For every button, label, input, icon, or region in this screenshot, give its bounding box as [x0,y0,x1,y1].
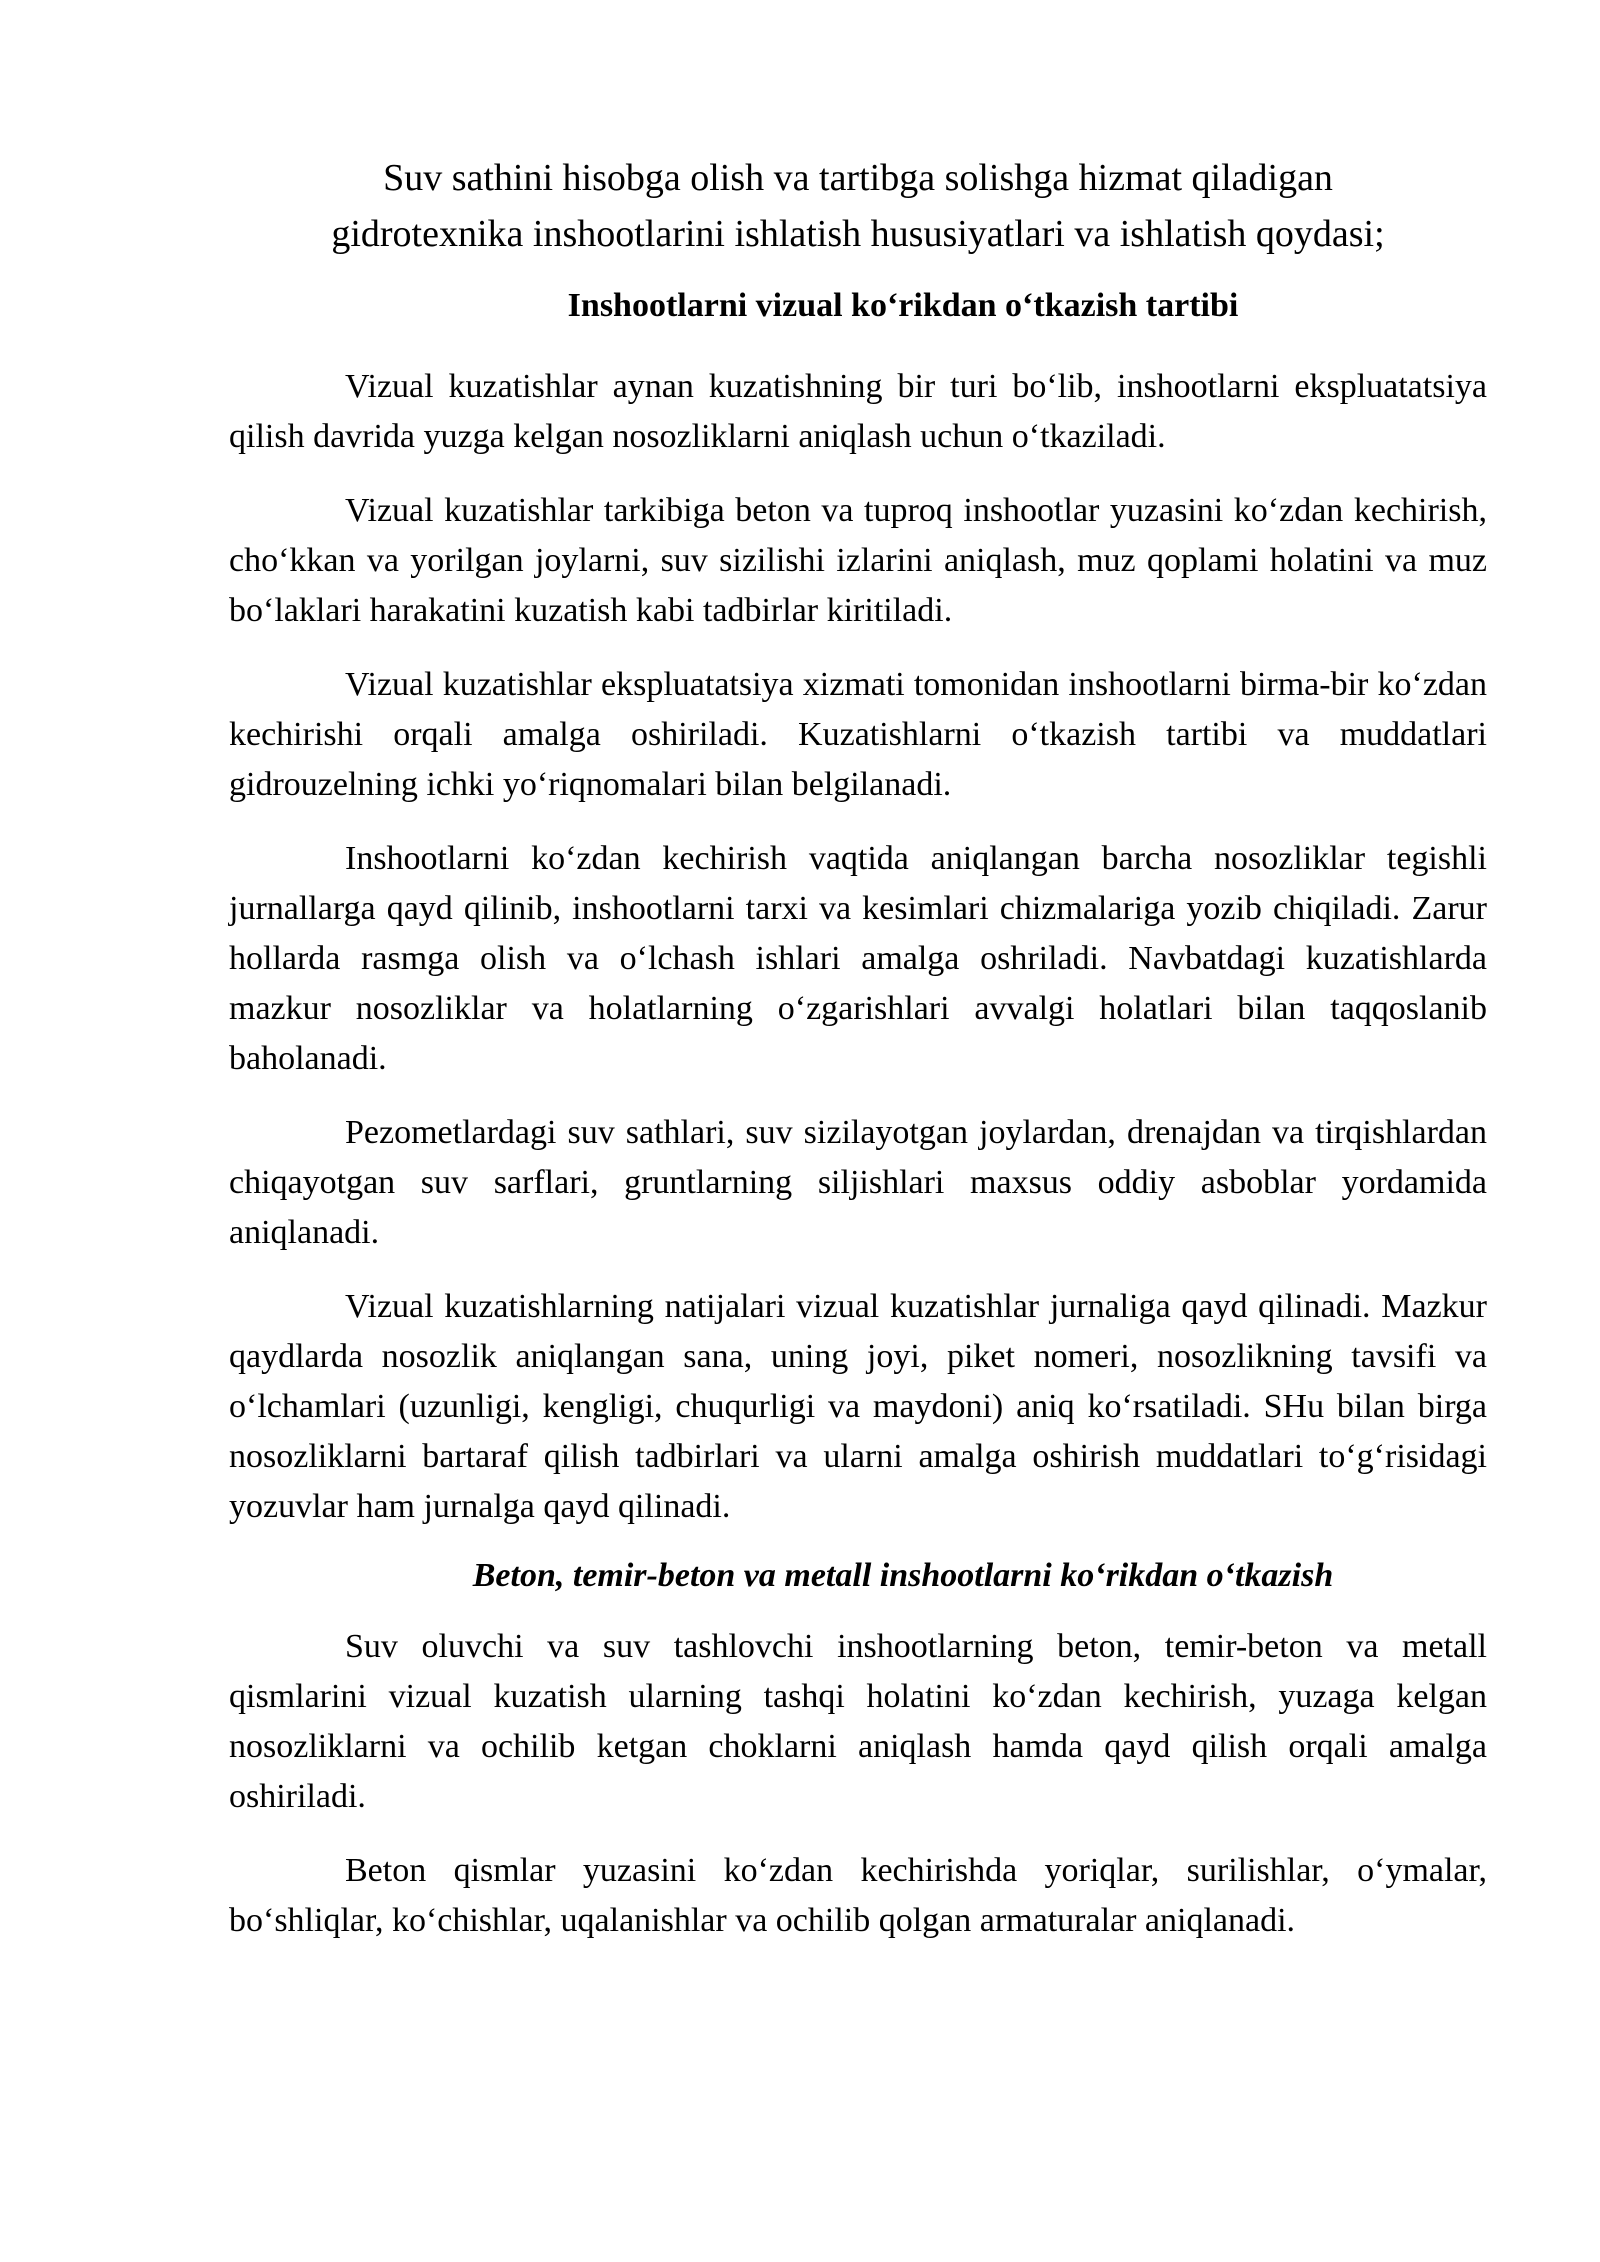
paragraph: Vizual kuzatishlar tarkibiga beton va tuproq inshootlar yuzasini ko‘zdan kechirish, cho‘kkan va yorilgan joylarni, suv sizilishi izlarini aniqlash, muz qoplami holatini va muz bo‘laklari harakatini kuzatish kabi tadbirlar kiritiladi. [229,492,1487,629]
title-line-2: gidrotexnika inshootlarini ishlatish hususіyatlari va ishlatish qoydasi; [331,213,1385,255]
paragraph: Inshootlarni ko‘zdan kechirish vaqtida aniqlangan barcha nosozliklar tegishli jurnallarga qayd qilinib, inshootlarni tarxi va kesimlari chizmalariga yozib chiqiladi. Zarur hollarda rasmga olish va o‘lchash ishlari amalga oshriladi. Navbatdagi kuzatishlarda mazkur nosozliklar va holatlarning o‘zgarishlari avvalgi holatlari bilan taqqoslanib baholanadi. [229,840,1487,1077]
paragraph: Pezometlardagi suv sathlari, suv sizilayotgan joylardan, drenajdan va tirqishlardan chiqayotgan suv sarflari, gruntlarning siljishlari maxsus oddiy asboblar yordamida aniqlanadi. [229,1114,1487,1251]
paragraph: Vizual kuzatishlar aynan kuzatishning bir turi bo‘lib, inshootlarni ekspluatatsiya qilish davrida yuzga kelgan nosozliklarni aniqlash uchun o‘tkaziladi. [229,368,1487,455]
paragraph: Suv oluvchi va suv tashlovchi inshootlarning beton, temir-beton va metall qismlarini vizual kuzatish ularning tashqi holatini ko‘zdan kechirish, yuzaga kelgan nosozliklarni va ochilib ketgan choklarni aniqlash hamda qayd qilish orqali amalga oshiriladi. [229,1628,1487,1815]
paragraph: Beton qismlar yuzasini ko‘zdan kechirishda yoriqlar, surilishlar, o‘ymalar, bo‘shliqlar, ko‘chishlar, uqalanishlar va ochilib qolgan armaturalar aniqlanadi. [229,1852,1487,1939]
title-line-1: Suv sathini hisobga olish va tartibga solishga hizmat qiladigan [383,157,1333,199]
subsection-heading: Beton, temir-beton va metall inshootlarni ko‘rikdan o‘tkazish [472,1557,1334,1594]
document-body [229,150,1487,1946]
document-title [229,150,1487,262]
paragraph: Vizual kuzatishlar ekspluatatsiya xizmati tomonidan inshootlarni birma-bir ko‘zdan kechirishi orqali amalga oshiriladi. Kuzatishlarni o‘tkazish tartibi va muddatlari gidrouzelning ichki yo‘riqnomalari bilan belgilanadi. [229,666,1487,803]
paragraph: Vizual kuzatishlarning natijalari vizual kuzatishlar jurnaliga qayd qilinadi. Mazkur qaydlarda nosozlik aniqlangan sana, uning joyi, piket nomeri, nosozlikning tavsifi va o‘lchamlari (uzunligi, kengligi, chuqurligi va maydoni) aniq ko‘rsatiladi. SHu bilan birga nosozliklarni bartaraf qilish tadbirlari va ularni amalga oshirish muddatlari to‘g‘risidagi yozuvlar ham jurnalga qayd qilinadi. [229,1288,1487,1525]
section-heading: Inshootlarni vizual ko‘rikdan o‘tkazish tartibi [567,287,1239,324]
